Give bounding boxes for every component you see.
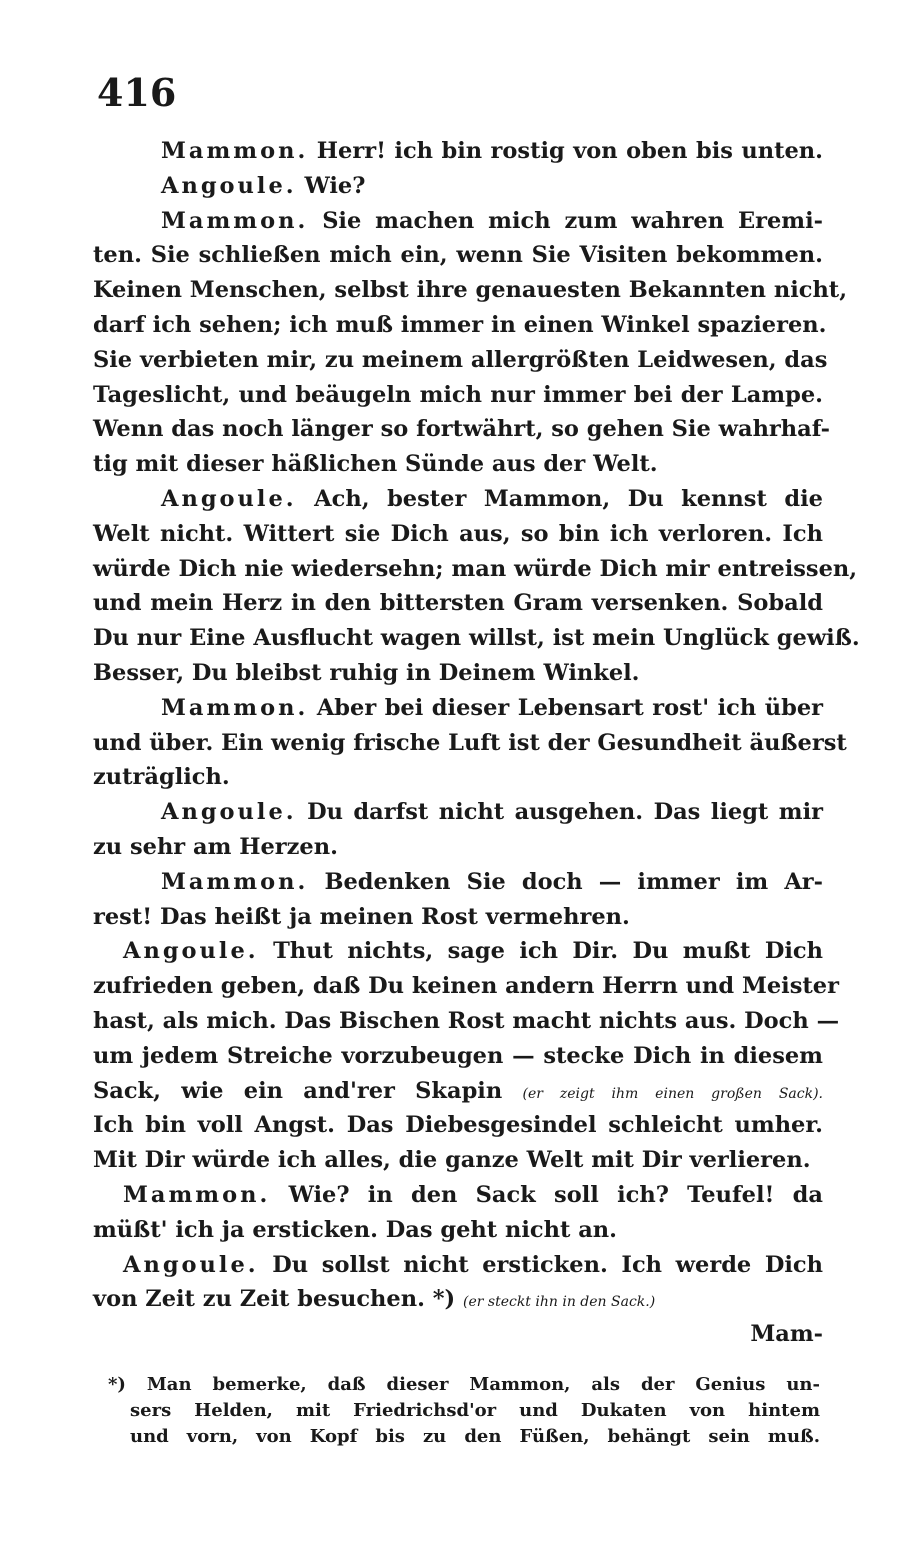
line-text: Du sollst nicht ersticken. Ich werde Dich xyxy=(272,1251,823,1278)
text-line: zuträglich. xyxy=(93,764,230,791)
text-line xyxy=(93,934,823,969)
text-line xyxy=(93,691,823,726)
text-line: Welt nicht. Wittert sie Dich aus, so bin ich verloren. Ich xyxy=(93,520,823,547)
text-line: und über. Ein wenig frische Luft ist der Gesundheit äußerst xyxy=(93,729,847,756)
stage-direction: (er zeigt ihm einen großen Sack). xyxy=(522,1085,823,1102)
speaker-name: Mammon. xyxy=(161,207,309,234)
text-line xyxy=(93,795,823,830)
text-line: ten. Sie schließen mich ein, wenn Sie Visiten bekommen. xyxy=(93,242,823,269)
line-text: Bedenken Sie doch — immer im Ar- xyxy=(324,868,823,895)
speaker-name: Angoule. xyxy=(161,799,297,826)
line-text: Wie? xyxy=(304,172,366,199)
line-text: Sack, wie ein and'rer Skapin xyxy=(93,1077,503,1104)
text-line: Tageslicht, und beäugeln mich nur immer bei der Lampe. xyxy=(93,381,823,408)
text-line: müßt' ich ja ersticken. Das geht nicht an. xyxy=(93,1216,617,1243)
text-line: Ich bin voll Angst. Das Diebesgesindel schleicht umher. xyxy=(93,1112,823,1139)
text-line xyxy=(93,865,823,900)
text-line xyxy=(93,1074,823,1109)
speaker-name: Angoule. xyxy=(161,485,297,512)
line-text: Thut nichts, sage ich Dir. Du mußt Dich xyxy=(273,938,823,965)
text-line: um jedem Streiche vorzubeugen — stecke Dich in diesem xyxy=(93,1042,823,1069)
text-line xyxy=(93,1178,823,1213)
text-line: zufrieden geben, daß Du keinen andern Herrn und Meister xyxy=(93,973,839,1000)
line-text: Wie? in den Sack soll ich? Teufel! da xyxy=(288,1181,823,1208)
dialogue-text xyxy=(93,134,860,1352)
speaker-name: Mammon. xyxy=(161,868,309,895)
text-line: darf ich sehen; ich muß immer in einen Winkel spazieren. xyxy=(93,311,827,338)
line-text: Ach, bester Mammon, Du kennst die xyxy=(314,485,823,512)
speaker-name: Angoule. xyxy=(123,938,259,965)
text-line: Besser, Du bleibst ruhig in Deinem Winkel. xyxy=(93,659,640,686)
text-line xyxy=(93,134,823,169)
line-text: Aber bei dieser Lebensart rost' ich über xyxy=(316,694,823,721)
text-line: Sie verbieten mir, zu meinem allergrößten Leidwesen, das xyxy=(93,346,828,373)
text-line: Keinen Menschen, selbst ihre genauesten Bekannten nicht, xyxy=(93,277,848,304)
text-line: Wenn das noch länger so fortwährt, so gehen Sie wahrhaf- xyxy=(93,416,830,443)
footnote-line: und vorn, von Kopf bis zu den Füßen, behängt sein muß. xyxy=(130,1426,820,1447)
footnote-line: sers Helden, mit Friedrichsd'or und Dukaten von hintem xyxy=(130,1400,820,1421)
line-text: Herr! ich bin rostig von oben bis unten. xyxy=(316,138,823,164)
text-line: tig mit dieser häßlichen Sünde aus der Welt. xyxy=(93,451,658,478)
footnote xyxy=(108,1372,820,1450)
text-line: Du nur Eine Ausflucht wagen willst, ist mein Unglück gewiß. xyxy=(93,625,860,652)
speaker-name: Mammon. xyxy=(161,138,309,164)
footnote-line: *) Man bemerke, daß dieser Mammon, als der Genius un- xyxy=(108,1374,820,1395)
text-line: hast, als mich. Das Bischen Rost macht nichts aus. Doch — xyxy=(93,1007,840,1034)
text-line xyxy=(93,1248,823,1283)
text-line: und mein Herz in den bittersten Gram versenken. Sobald xyxy=(93,590,823,617)
text-line: zu sehr am Herzen. xyxy=(93,833,338,860)
speaker-name: Mammon. xyxy=(123,1181,271,1208)
text-line xyxy=(93,204,823,239)
page-number: 416 xyxy=(97,70,177,115)
text-line xyxy=(93,169,823,204)
catchword: Mam- xyxy=(750,1321,823,1348)
speaker-name: Angoule. xyxy=(161,172,297,199)
speaker-name: Mammon. xyxy=(161,694,309,721)
text-line: Mit Dir würde ich alles, die ganze Welt mit Dir verlieren. xyxy=(93,1147,811,1174)
text-line xyxy=(93,1282,823,1317)
line-text: von Zeit zu Zeit besuchen. *) xyxy=(93,1286,456,1313)
speaker-name: Angoule. xyxy=(123,1251,259,1278)
line-text: Sie machen mich zum wahren Eremi- xyxy=(322,207,823,234)
text-line: rest! Das heißt ja meinen Rost vermehren. xyxy=(93,903,630,930)
stage-direction: (er steckt ihn in den Sack.) xyxy=(463,1294,656,1311)
text-line: würde Dich nie wiedersehn; man würde Dich mir entreissen, xyxy=(93,555,858,582)
text-line xyxy=(93,482,823,517)
line-text: Du darfst nicht ausgehen. Das liegt mir xyxy=(307,799,823,826)
